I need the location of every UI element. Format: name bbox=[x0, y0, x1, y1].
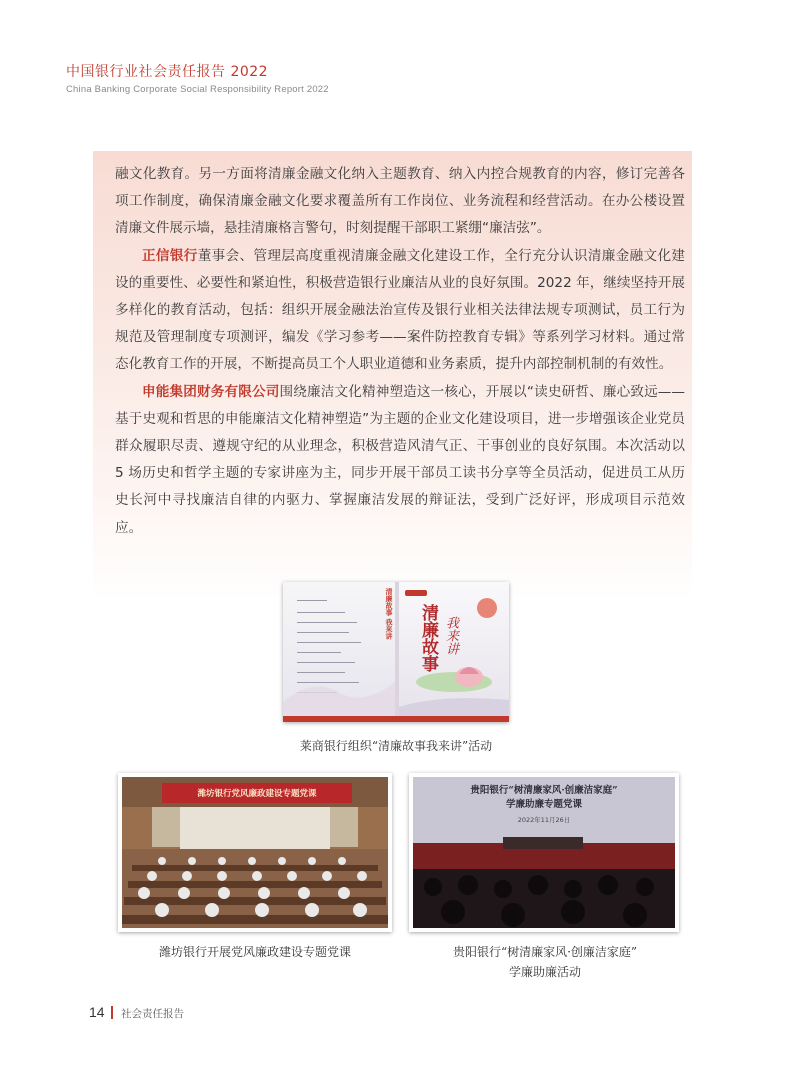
guiyang-banner-line1: 贵阳银行“树清廉家风·创廉洁家庭” bbox=[470, 785, 618, 796]
guiyang-banner-date: 2022年11月26日 bbox=[517, 816, 571, 824]
paragraph-3 bbox=[115, 379, 685, 542]
lotus-illustration bbox=[399, 582, 509, 722]
book-red-band bbox=[283, 716, 509, 722]
paragraph-3-text: 围绕廉洁文化精神塑造这一核心，开展以“读史研哲、廉心致远——基于史观和哲思的申能廉洁文化精神塑造”为主题的企业文化建设项目，进一步增强该企业党员群众履职尽责、遵规守纪的从业理念，积极营造风清气正、干事创业的良好氛围。本次活动以 5 场历史和哲学主题的专家讲座为主，同步开展干部员工读书分享等全员活动，促进员工从历史长河中寻找廉洁自律的内驱力、掌握廉洁发展的辩证法，受到广泛好评，形成项目示范效应。 bbox=[115, 383, 685, 536]
paragraph-2-text: 董事会、管理层高度重视清廉金融文化建设工作，全行充分认识清廉金融文化建设的重要性、必要性和紧迫性，积极营造银行业廉洁从业的良好氛围。2022 年，继续坚持开展多样化的教育活动，包括：组织开展金融法治宣传及银行业相关法律法规专项测试，员工行为规范及管理制度专项测评，编发《学习参考——案件防控教育专辑》等系列学习材料。通过常态化教育工作的开展，不断提高员工个人职业道德和业务素质，提升内部控制机制的有效性。 bbox=[115, 247, 686, 373]
weifang-lecture-photo bbox=[118, 773, 392, 932]
weifang-banner-text: 潍坊银行党风廉政建设专题党课 bbox=[197, 789, 317, 799]
body-text bbox=[115, 161, 685, 542]
footer-divider bbox=[111, 1006, 113, 1019]
weifang-photo-caption: 潍坊银行开展党风廉政建设专题党课 bbox=[158, 945, 351, 959]
report-title: 中国银行业社会责任报告 2022 bbox=[66, 64, 269, 80]
paragraph-2 bbox=[115, 243, 685, 379]
report-subtitle: China Banking Corporate Social Responsibility Report 2022 bbox=[66, 84, 329, 95]
footer-label: 社会责任报告 bbox=[121, 1008, 184, 1020]
book-front-cover bbox=[399, 582, 509, 722]
org-name-shenneng: 申能集团财务有限公司 bbox=[142, 383, 280, 400]
book-photo-caption: 莱商银行组织“清廉故事我来讲”活动 bbox=[299, 739, 493, 753]
org-name-zhengxin: 正信银行 bbox=[142, 247, 198, 264]
cover-title: 清廉故事 bbox=[418, 604, 438, 672]
guiyang-banner-line2: 学廉助廉专题党课 bbox=[505, 799, 582, 810]
spine-title: 清廉故事 我来讲 bbox=[385, 588, 393, 640]
guiyang-photo-caption-line1: 贵阳银行“树清廉家风·创廉洁家庭” bbox=[452, 945, 638, 959]
page-number: 14 bbox=[89, 1004, 105, 1020]
book-cover-photo bbox=[283, 582, 509, 722]
guiyang-photo-caption-line2: 学廉助廉活动 bbox=[508, 965, 581, 979]
guiyang-lecture-photo bbox=[409, 773, 679, 932]
paragraph-1: 融文化教育。另一方面将清廉金融文化纳入主题教育、纳入内控合规教育的内容，修订完善各项工作制度，确保清廉金融文化要求覆盖所有工作岗位、业务流程和经营活动。在办公楼设置清廉文件展示墙，悬挂清廉格言警句，时刻提醒干部职工紧绷“廉洁弦”。 bbox=[115, 166, 685, 237]
lecture-hall-scene bbox=[122, 777, 388, 928]
cover-subtitle: 我来讲 bbox=[443, 616, 458, 655]
